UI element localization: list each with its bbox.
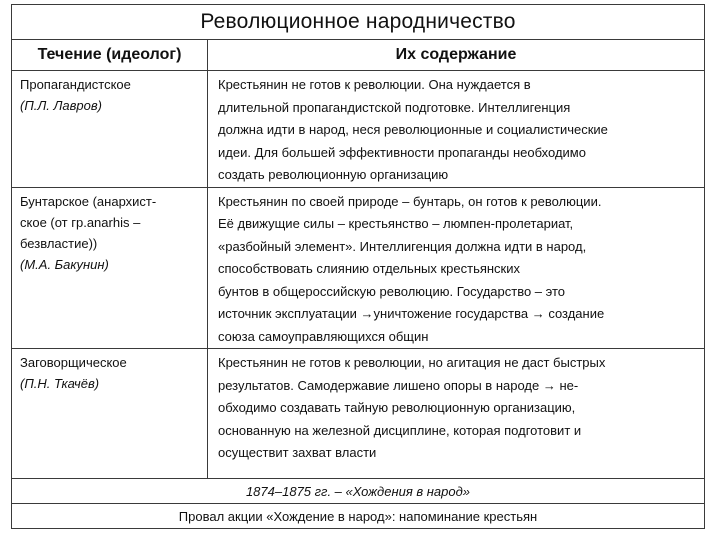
period-row xyxy=(12,479,705,504)
content-line: идеи. Для большей эффективности пропаганды необходимо xyxy=(218,144,586,160)
content-line: обходимо создавать тайную революционную организацию, xyxy=(218,400,576,415)
current-name-line: Заговорщическое xyxy=(20,355,127,370)
current-name-line: Пропагандистское xyxy=(20,77,131,92)
content-line: Её движущие силы – крестьянство – люмпен-пролетариат, xyxy=(218,216,574,231)
title-row xyxy=(12,5,705,40)
content-line: бунтов в общероссийскую революцию. Государство – это xyxy=(218,283,566,299)
ideolog-name: (П.Л. Лавров) xyxy=(20,98,102,113)
content-line: результатов. Самодержавие лишено опоры в народе → не- xyxy=(218,377,579,393)
table-row xyxy=(12,71,705,188)
period-caption: 1874–1875 гг. – «Хождения в народ» xyxy=(12,479,705,504)
table-row xyxy=(12,187,705,349)
footer-row xyxy=(12,504,705,529)
current-name-line: безвластие)) xyxy=(20,235,98,251)
column-header-current: Течение (идеолог) xyxy=(12,40,208,71)
content-cell xyxy=(208,187,705,349)
content-line: Крестьянин не готов к революции. Она нуждается в xyxy=(218,77,531,92)
content-line: союза самоуправляющихся общин xyxy=(218,328,429,344)
column-header-content: Их содержание xyxy=(208,40,705,71)
current-cell xyxy=(12,187,208,349)
revolutionary-populism-table xyxy=(11,4,705,529)
ideolog-name: (М.А. Бакунин) xyxy=(20,256,109,272)
content-line: способствовать слиянию отдельных крестьянских xyxy=(218,261,521,276)
content-line: создать революционную организацию xyxy=(218,167,449,182)
header-row xyxy=(12,40,705,71)
footer-caption: Провал акции «Хождение в народ»: напоминание крестьян xyxy=(12,504,705,529)
current-name-line: Бунтарское (анархист- xyxy=(20,193,157,209)
current-name-line: ское (от гр.anarhis – xyxy=(20,214,141,230)
table-row xyxy=(12,349,705,479)
content-line: должна идти в народ, неся революционные и социалистические xyxy=(218,122,608,137)
content-line: Крестьянин по своей природе – бунтарь, он готов к революции. xyxy=(218,193,602,209)
current-cell xyxy=(12,349,208,479)
content-line: основанную на железной дисциплине, которая подготовит и xyxy=(218,422,582,438)
current-cell xyxy=(12,71,208,188)
ideolog-name: (П.Н. Ткачёв) xyxy=(20,376,100,391)
content-line: осуществит захват власти xyxy=(218,445,377,460)
content-line: источник эксплуатации →уничтожение государства → создание xyxy=(218,306,605,321)
content-line: Крестьянин не готов к революции, но агитация не даст быстрых xyxy=(218,355,606,370)
content-line: «разбойный элемент». Интеллигенция должна идти в народ, xyxy=(218,238,587,254)
table-title: Революционное народничество xyxy=(12,5,705,40)
content-line: длительной пропагандистской подготовке. Интеллигенция xyxy=(218,99,571,115)
content-cell xyxy=(208,71,705,188)
content-cell xyxy=(208,349,705,479)
document-page xyxy=(11,4,704,529)
